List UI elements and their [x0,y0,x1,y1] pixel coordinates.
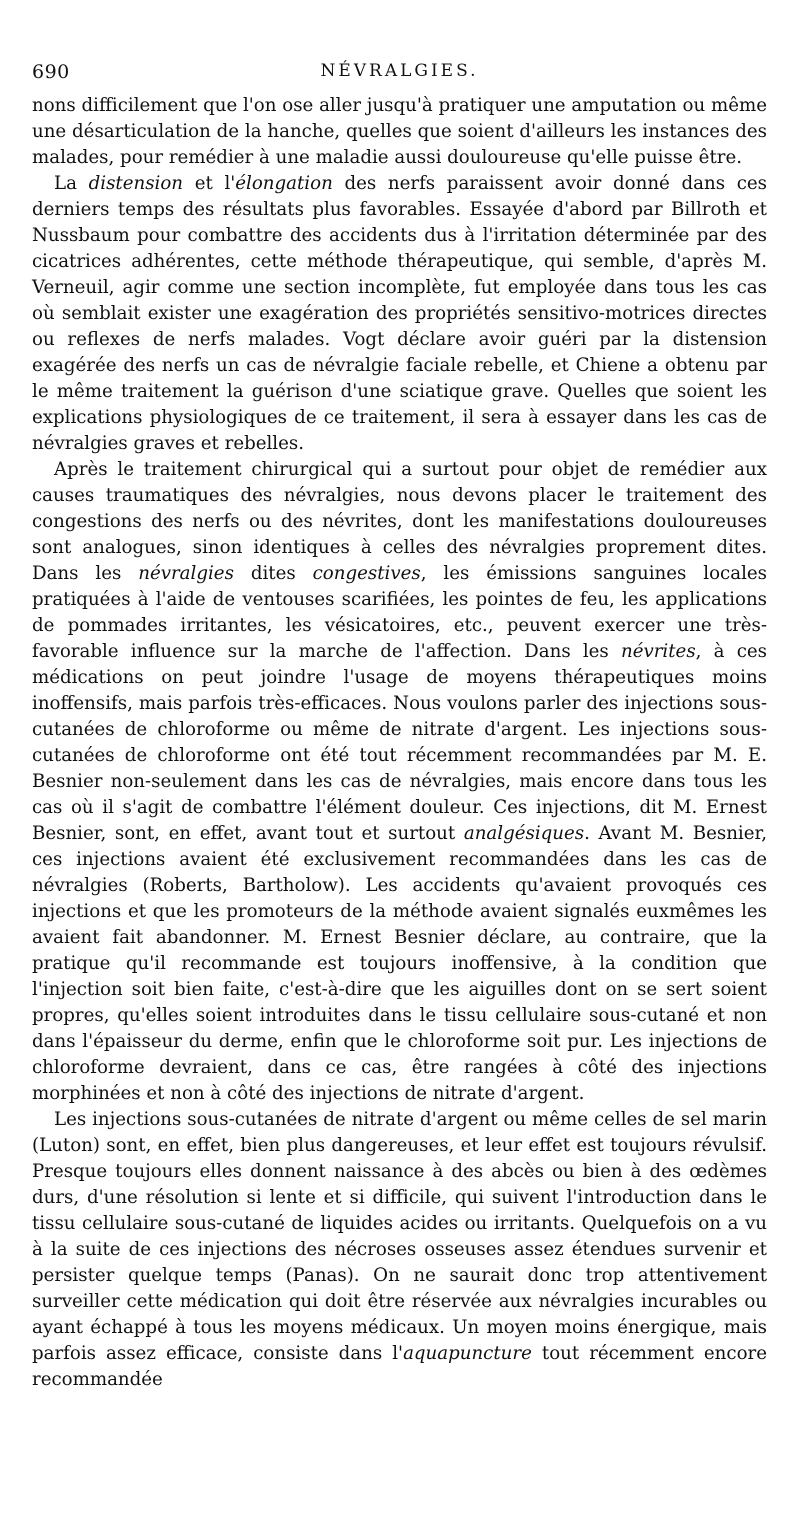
text-run: Après le traitement chirurgical qui a surtout pour objet de remédier aux causes traumatiques des névralgies, nous devons placer le traitement des congestions des nerfs ou des névrites, dont les manifestations douloureuses sont analogues, sinon identiques à celles des névralgies proprement dites. Dans les [32,459,767,584]
text-run: tout récemment encore recommandée [32,1343,767,1390]
italic-term-nevralgies: névralgies [138,563,234,584]
paragraph-1 [32,93,767,171]
italic-term-elongation: élongation [235,173,333,194]
paragraph-3 [32,457,767,1107]
page-number: 690 [32,61,70,83]
text-run: , à ces médications on peut joindre l'usage de moyens thérapeutiques moins inoffensifs, mais parfois très-efficaces. Nous voulons parler des injections sous-cutanées de chloroforme ou même de nitrate d'argent. Les injections sous-cutanées de chloroforme ont été tout récemment recommandées par M. E. Besnier non-seulement dans les cas de névralgies, mais encore dans tous les cas où il s'agit de combattre l'élément douleur. Ces injections, dit M. Ernest Besnier, sont, en effet, avant tout et surtout [32,641,767,844]
paragraph-4 [32,1107,767,1393]
page-header [32,55,767,93]
italic-term-nevrites: névrites [620,641,696,662]
text-run: des nerfs paraissent avoir donné dans ces derniers temps des résultats plus favorables. Essayée d'abord par Billroth et Nussbaum pour combattre des accidents dus à l'irritation déterminée par des cicatrices adhérentes, cette méthode thérapeutique, qui semble, d'après M. Verneuil, agir comme une section incomplète, fut employée dans tous les cas où semblait exister une exagération des propriétés sensitivo-motrices directes ou reflexes de nerfs malades. Vogt déclare avoir guéri par la distension exagérée des nerfs un cas de névralgie faciale rebelle, et Chiene a obtenu par le même traitement la guérison d'une sciatique grave. Quelles que soient les explications physiologiques de ce traitement, il sera à essayer dans les cas de névralgies graves et rebelles. [32,173,767,454]
running-title: NÉVRALGIES. [320,61,479,81]
text-run: La [54,173,89,194]
book-page [32,55,767,1393]
text-run: et l' [183,173,236,194]
text-run: nons difficilement que l'on ose aller jusqu'à pratiquer une amputation ou même une désarticulation de la hanche, quelles que soient d'ailleurs les instances des malades, pour remédier à une maladie aussi douloureuse qu'elle puisse être. [32,95,767,168]
paragraph-2 [32,171,767,457]
italic-term-congestives: congestives [312,563,421,584]
text-run: dites [233,563,313,584]
text-run: Les injections sous-cutanées de nitrate d'argent ou même celles de sel marin (Luton) sont, en effet, bien plus dangereuses, et leur effet est toujours révulsif. Presque toujours elles donnent naissance à des abcès ou bien à des œdèmes durs, d'une résolution si lente et si difficile, qui suivent l'introduction dans le tissu cellulaire sous-cutané de liquides acides ou irritants. Quelquefois on a vu à la suite de ces injections des nécroses osseuses assez étendues survenir et persister quelque temps (Panas). On ne saurait donc trop attentivement surveiller cette médication qui doit être réservée aux névralgies incurables ou ayant échappé à tous les moyens médicaux. Un moyen moins énergique, mais parfois assez efficace, consiste dans l' [32,1109,767,1364]
italic-term-analgesiques: analgésiques [463,823,585,844]
italic-term-aquapuncture: aquapuncture [403,1343,532,1364]
text-run: . Avant M. Besnier, ces injections avaient été exclusivement recommandées dans les cas de névralgies (Roberts, Bartholow). Les accidents qu'avaient provoqués ces injections et que les promoteurs de la méthode avaient signalés euxmêmes les avaient fait abandonner. M. Ernest Besnier déclare, au contraire, que la pratique qu'il recommande est toujours inoffensive, à la condition que l'injection soit bien faite, c'est-à-dire que les aiguilles dont on se sert soient propres, qu'elles soient introduites dans le tissu cellulaire sous-cutané et non dans l'épaisseur du derme, enfin que le chloroforme soit pur. Les injections de chloroforme devraient, dans ce cas, être rangées à côté des injections morphinées et non à côté des injections de nitrate d'argent. [32,823,767,1104]
text-run: , les émissions sanguines locales pratiquées à l'aide de ventouses scarifiées, les pointes de feu, les applications de pommades irritantes, les vésicatoires, etc., peuvent exercer une très-favorable influence sur la marche de l'affection. Dans les [32,563,767,662]
italic-term-distension: distension [88,173,184,194]
